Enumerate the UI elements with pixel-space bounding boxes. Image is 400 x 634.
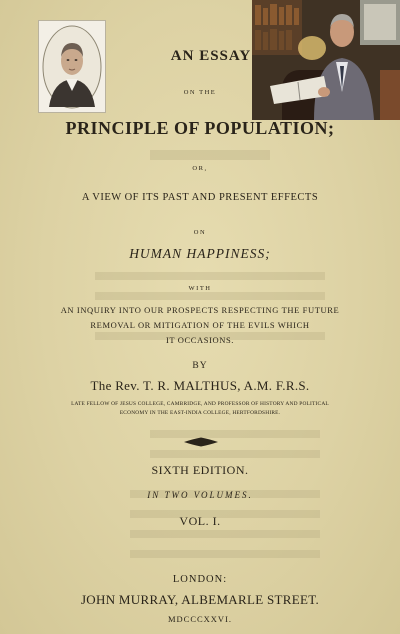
author-name: The Rev. T. R. MALTHUS, A.M. F.R.S. bbox=[90, 378, 310, 393]
ornament-divider-icon bbox=[184, 437, 218, 447]
imprint-publisher: JOHN MURRAY, ALBEMARLE STREET. bbox=[80, 592, 320, 607]
title-line-on-the: ON THE bbox=[183, 89, 217, 96]
imprint-year: MDCCCXXVI. bbox=[167, 614, 233, 624]
volume-number: VOL. I. bbox=[179, 514, 221, 528]
imprint-city: LONDON: bbox=[172, 574, 228, 585]
title-line-with: WITH bbox=[188, 285, 212, 292]
inquiry-line-1: AN INQUIRY INTO OUR PROSPECTS RESPECTING THE FUTURE bbox=[60, 305, 340, 315]
inquiry-line-2: REMOVAL OR MITIGATION OF THE EVILS WHICH bbox=[90, 320, 310, 330]
title-line-on: ON bbox=[193, 229, 207, 236]
author-affiliation-1: LATE FELLOW OF JESUS COLLEGE, CAMBRIDGE, AND PROFESSOR OF HISTORY AND POLITICAL bbox=[71, 401, 329, 407]
title-line-or: OR, bbox=[192, 165, 208, 172]
title-line-essay: AN ESSAY bbox=[170, 48, 252, 64]
malthus-portrait-image bbox=[38, 20, 106, 113]
author-affiliation-2: ECONOMY IN THE EAST-INDIA COLLEGE, HERTFORDSHIRE. bbox=[119, 410, 281, 416]
title-subtitle: A VIEW OF ITS PAST AND PRESENT EFFECTS bbox=[81, 192, 319, 203]
title-main: PRINCIPLE OF POPULATION; bbox=[65, 118, 335, 138]
edition-label: SIXTH EDITION. bbox=[151, 463, 249, 477]
title-human-happiness: HUMAN HAPPINESS; bbox=[129, 246, 271, 261]
inquiry-line-3: IT OCCASIONS. bbox=[165, 335, 235, 345]
volumes-label: IN TWO VOLUMES. bbox=[147, 490, 253, 500]
author-by: BY bbox=[192, 361, 208, 371]
